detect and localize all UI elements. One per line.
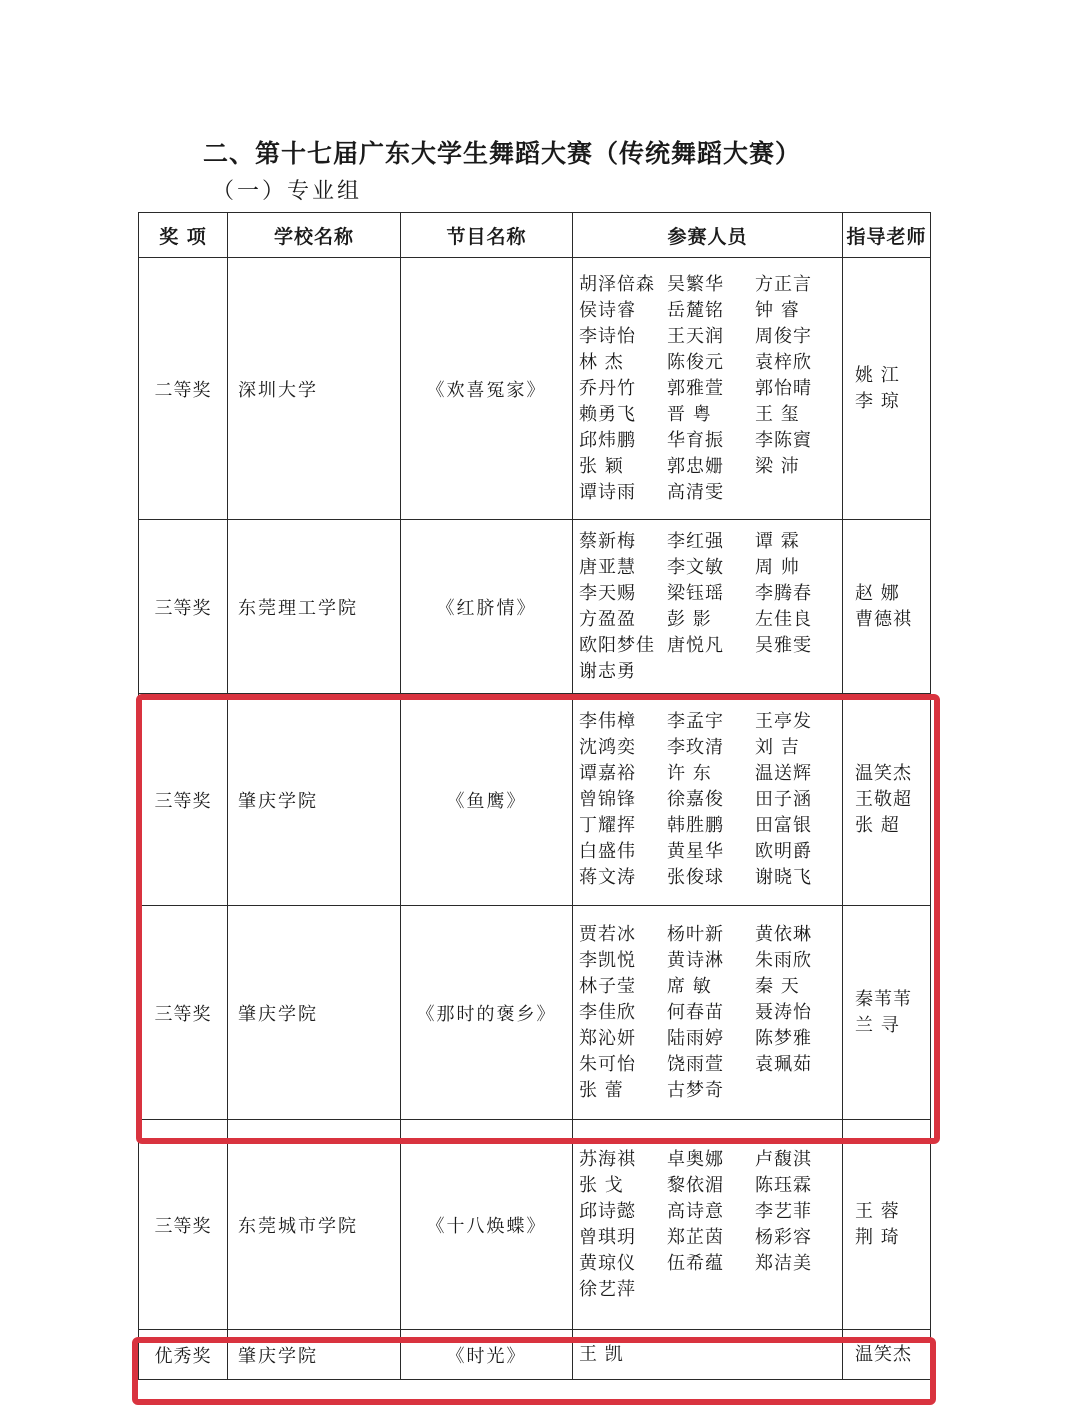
participant-name: 苏海祺 — [579, 1148, 636, 1170]
participant-name: 席 敏 — [667, 975, 712, 997]
participant-name: 李孟宇 — [667, 710, 724, 732]
participants-list — [579, 272, 842, 506]
participant-name: 卢馥淇 — [755, 1148, 812, 1170]
participants-list — [579, 529, 842, 685]
table-row — [139, 694, 931, 906]
participants-list — [579, 1342, 842, 1368]
participants-cell — [573, 906, 843, 1120]
participant-name: 黄诗淋 — [667, 949, 724, 971]
teacher-name: 赵 娜 — [855, 582, 900, 604]
participant-name: 乔丹竹 — [579, 377, 636, 399]
participant-name: 黄琼仪 — [579, 1252, 636, 1274]
participants-list — [579, 922, 842, 1104]
participant-name: 秦 天 — [755, 975, 800, 997]
header-teacher: 指导老师 — [843, 213, 931, 258]
teacher-name: 荆 琦 — [855, 1226, 900, 1248]
participant-name: 郑沁妍 — [579, 1027, 636, 1049]
program-cell: 《那时的褒乡》 — [401, 906, 573, 1120]
participant-name: 何春苗 — [667, 1001, 724, 1023]
participant-name: 王亭发 — [755, 710, 812, 732]
teacher-name: 秦苇苇 — [855, 988, 912, 1010]
participant-name: 黄星华 — [667, 840, 724, 862]
program-cell: 《欢喜冤家》 — [401, 258, 573, 520]
participants-cell — [573, 694, 843, 906]
participant-name: 饶雨萱 — [667, 1053, 724, 1075]
participant-name: 沈鸿奕 — [579, 736, 636, 758]
participant-name: 左佳良 — [755, 608, 812, 630]
participant-name: 方正言 — [755, 273, 812, 295]
participant-name: 曾琪玥 — [579, 1226, 636, 1248]
school-cell: 肇庆学院 — [228, 694, 401, 906]
participant-name: 谭诗雨 — [579, 481, 636, 503]
participant-name: 徐嘉俊 — [667, 788, 724, 810]
participant-name: 黄依琳 — [755, 923, 812, 945]
award-cell: 优秀奖 — [139, 1330, 228, 1380]
participant-name: 谭 霖 — [755, 530, 800, 552]
participant-name: 高诗意 — [667, 1200, 724, 1222]
teacher-name: 温笑杰 — [855, 1343, 912, 1365]
participant-name: 胡泽倍森 — [579, 273, 655, 295]
program-cell: 《十八焕蝶》 — [401, 1120, 573, 1330]
participant-name: 李红强 — [667, 530, 724, 552]
school-cell: 肇庆学院 — [228, 906, 401, 1120]
participant-name: 岳麓铭 — [667, 299, 724, 321]
participant-name: 梁钰瑶 — [667, 582, 724, 604]
participant-name: 欧明爵 — [755, 840, 812, 862]
participants-cell — [573, 520, 843, 694]
teacher-cell — [843, 1120, 931, 1330]
participant-name: 林 杰 — [579, 351, 624, 373]
participant-name: 丁耀挥 — [579, 814, 636, 836]
header-participants: 参赛人员 — [573, 213, 843, 258]
participant-name: 谢晓飞 — [755, 866, 812, 888]
participant-name: 欧阳梦佳 — [579, 634, 655, 656]
table-header-row — [139, 213, 931, 258]
program-cell: 《红脐情》 — [401, 520, 573, 694]
participant-name: 韩胜鹏 — [667, 814, 724, 836]
participant-name: 刘 吉 — [755, 736, 800, 758]
participant-name: 许 东 — [667, 762, 712, 784]
program-cell: 《鱼鹰》 — [401, 694, 573, 906]
program-cell: 《时光》 — [401, 1330, 573, 1380]
school-cell: 东莞理工学院 — [228, 520, 401, 694]
award-cell: 三等奖 — [139, 520, 228, 694]
participant-name: 陆雨婷 — [667, 1027, 724, 1049]
participant-name: 高清雯 — [667, 481, 724, 503]
participant-name: 郭雅萱 — [667, 377, 724, 399]
participant-name: 田富银 — [755, 814, 812, 836]
teacher-cell — [843, 1330, 931, 1380]
table-row — [139, 906, 931, 1120]
teacher-name: 王 蓉 — [855, 1200, 900, 1222]
participant-name: 温送辉 — [755, 762, 812, 784]
participant-name: 陈俊元 — [667, 351, 724, 373]
participant-name: 李玫清 — [667, 736, 724, 758]
participant-name: 谭嘉裕 — [579, 762, 636, 784]
participant-name: 袁梓欣 — [755, 351, 812, 373]
participant-name: 方盈盈 — [579, 608, 636, 630]
participant-name: 郭忠姗 — [667, 455, 724, 477]
participant-name: 李文敏 — [667, 556, 724, 578]
participant-name: 林子莹 — [579, 975, 636, 997]
award-cell: 三等奖 — [139, 694, 228, 906]
participant-name: 陈梦雅 — [755, 1027, 812, 1049]
participant-name: 朱可怡 — [579, 1053, 636, 1075]
participant-name: 陈珏霖 — [755, 1174, 812, 1196]
participant-name: 袁珮茹 — [755, 1053, 812, 1075]
teacher-cell — [843, 906, 931, 1120]
table-row — [139, 1330, 931, 1380]
participant-name: 李诗怡 — [579, 325, 636, 347]
participant-name: 李佳欣 — [579, 1001, 636, 1023]
participant-name: 李天赐 — [579, 582, 636, 604]
teacher-name: 曹德祺 — [855, 608, 912, 630]
award-cell: 二等奖 — [139, 258, 228, 520]
page-title: 二、第十七届广东大学生舞蹈大赛（传统舞蹈大赛） — [203, 139, 802, 168]
school-cell: 肇庆学院 — [228, 1330, 401, 1380]
teacher-name: 张 超 — [855, 814, 900, 836]
teacher-name: 王敬超 — [855, 788, 912, 810]
participant-name: 邱炜鹏 — [579, 429, 636, 451]
participant-name: 蒋文涛 — [579, 866, 636, 888]
participant-name: 黎依湄 — [667, 1174, 724, 1196]
participant-name: 郑洁美 — [755, 1252, 812, 1274]
participant-name: 周俊宇 — [755, 325, 812, 347]
participant-name: 王 玺 — [755, 403, 800, 425]
teacher-cell — [843, 520, 931, 694]
participant-name: 晋 粤 — [667, 403, 712, 425]
participant-name: 邱诗懿 — [579, 1200, 636, 1222]
table-row — [139, 520, 931, 694]
participant-name: 聂涛怡 — [755, 1001, 812, 1023]
school-cell: 东莞城市学院 — [228, 1120, 401, 1330]
participant-name: 彭 影 — [667, 608, 712, 630]
participant-name: 李凯悦 — [579, 949, 636, 971]
participant-name: 唐悦凡 — [667, 634, 724, 656]
participant-name: 徐艺萍 — [579, 1278, 636, 1300]
awards-table — [138, 212, 931, 1380]
teacher-name: 温笑杰 — [855, 762, 912, 784]
participant-name: 王天润 — [667, 325, 724, 347]
participant-name: 周 帅 — [755, 556, 800, 578]
participants-list — [579, 1147, 842, 1303]
participant-name: 郭怡晴 — [755, 377, 812, 399]
participant-name: 梁 沛 — [755, 455, 800, 477]
participant-name: 田子涵 — [755, 788, 812, 810]
participant-name: 钟 睿 — [755, 299, 800, 321]
participant-name: 朱雨欣 — [755, 949, 812, 971]
award-cell: 三等奖 — [139, 1120, 228, 1330]
participant-name: 吴雅雯 — [755, 634, 812, 656]
table-row — [139, 1120, 931, 1330]
participant-name: 张俊球 — [667, 866, 724, 888]
participant-name: 李陈賨 — [755, 429, 812, 451]
participant-name: 白盛伟 — [579, 840, 636, 862]
participant-name: 曾锦锋 — [579, 788, 636, 810]
participant-name: 伍希蕴 — [667, 1252, 724, 1274]
participant-name: 贾若冰 — [579, 923, 636, 945]
participants-cell — [573, 1330, 843, 1380]
teacher-cell — [843, 258, 931, 520]
participant-name: 李伟樟 — [579, 710, 636, 732]
participant-name: 李腾春 — [755, 582, 812, 604]
teacher-name: 姚 江 — [855, 364, 900, 386]
participant-name: 古梦奇 — [667, 1079, 724, 1101]
participants-cell — [573, 1120, 843, 1330]
participant-name: 唐亚慧 — [579, 556, 636, 578]
teacher-name: 兰 寻 — [855, 1014, 900, 1036]
award-cell: 三等奖 — [139, 906, 228, 1120]
participant-name: 张 颖 — [579, 455, 624, 477]
participant-name: 谢志勇 — [579, 660, 636, 682]
school-cell: 深圳大学 — [228, 258, 401, 520]
participant-name: 赖勇飞 — [579, 403, 636, 425]
participant-name: 李艺菲 — [755, 1200, 812, 1222]
teacher-cell — [843, 694, 931, 906]
header-award: 奖 项 — [139, 213, 228, 258]
section-subtitle: （一）专业组 — [212, 179, 363, 204]
participant-name: 杨叶新 — [667, 923, 724, 945]
header-school: 学校名称 — [228, 213, 401, 258]
teacher-name: 李 琼 — [855, 390, 900, 412]
participant-name: 杨彩容 — [755, 1226, 812, 1248]
participant-name: 吴繁华 — [667, 273, 724, 295]
participant-name: 张 蕾 — [579, 1079, 624, 1101]
header-program: 节目名称 — [401, 213, 573, 258]
participant-name: 郑芷茵 — [667, 1226, 724, 1248]
participant-name: 张 戈 — [579, 1174, 624, 1196]
participant-name: 华育振 — [667, 429, 724, 451]
participant-name: 蔡新梅 — [579, 530, 636, 552]
table-row — [139, 258, 931, 520]
participants-cell — [573, 258, 843, 520]
participants-list — [579, 709, 842, 891]
participant-name: 王 凯 — [579, 1343, 624, 1365]
participant-name: 侯诗睿 — [579, 299, 636, 321]
participant-name: 卓奥娜 — [667, 1148, 724, 1170]
